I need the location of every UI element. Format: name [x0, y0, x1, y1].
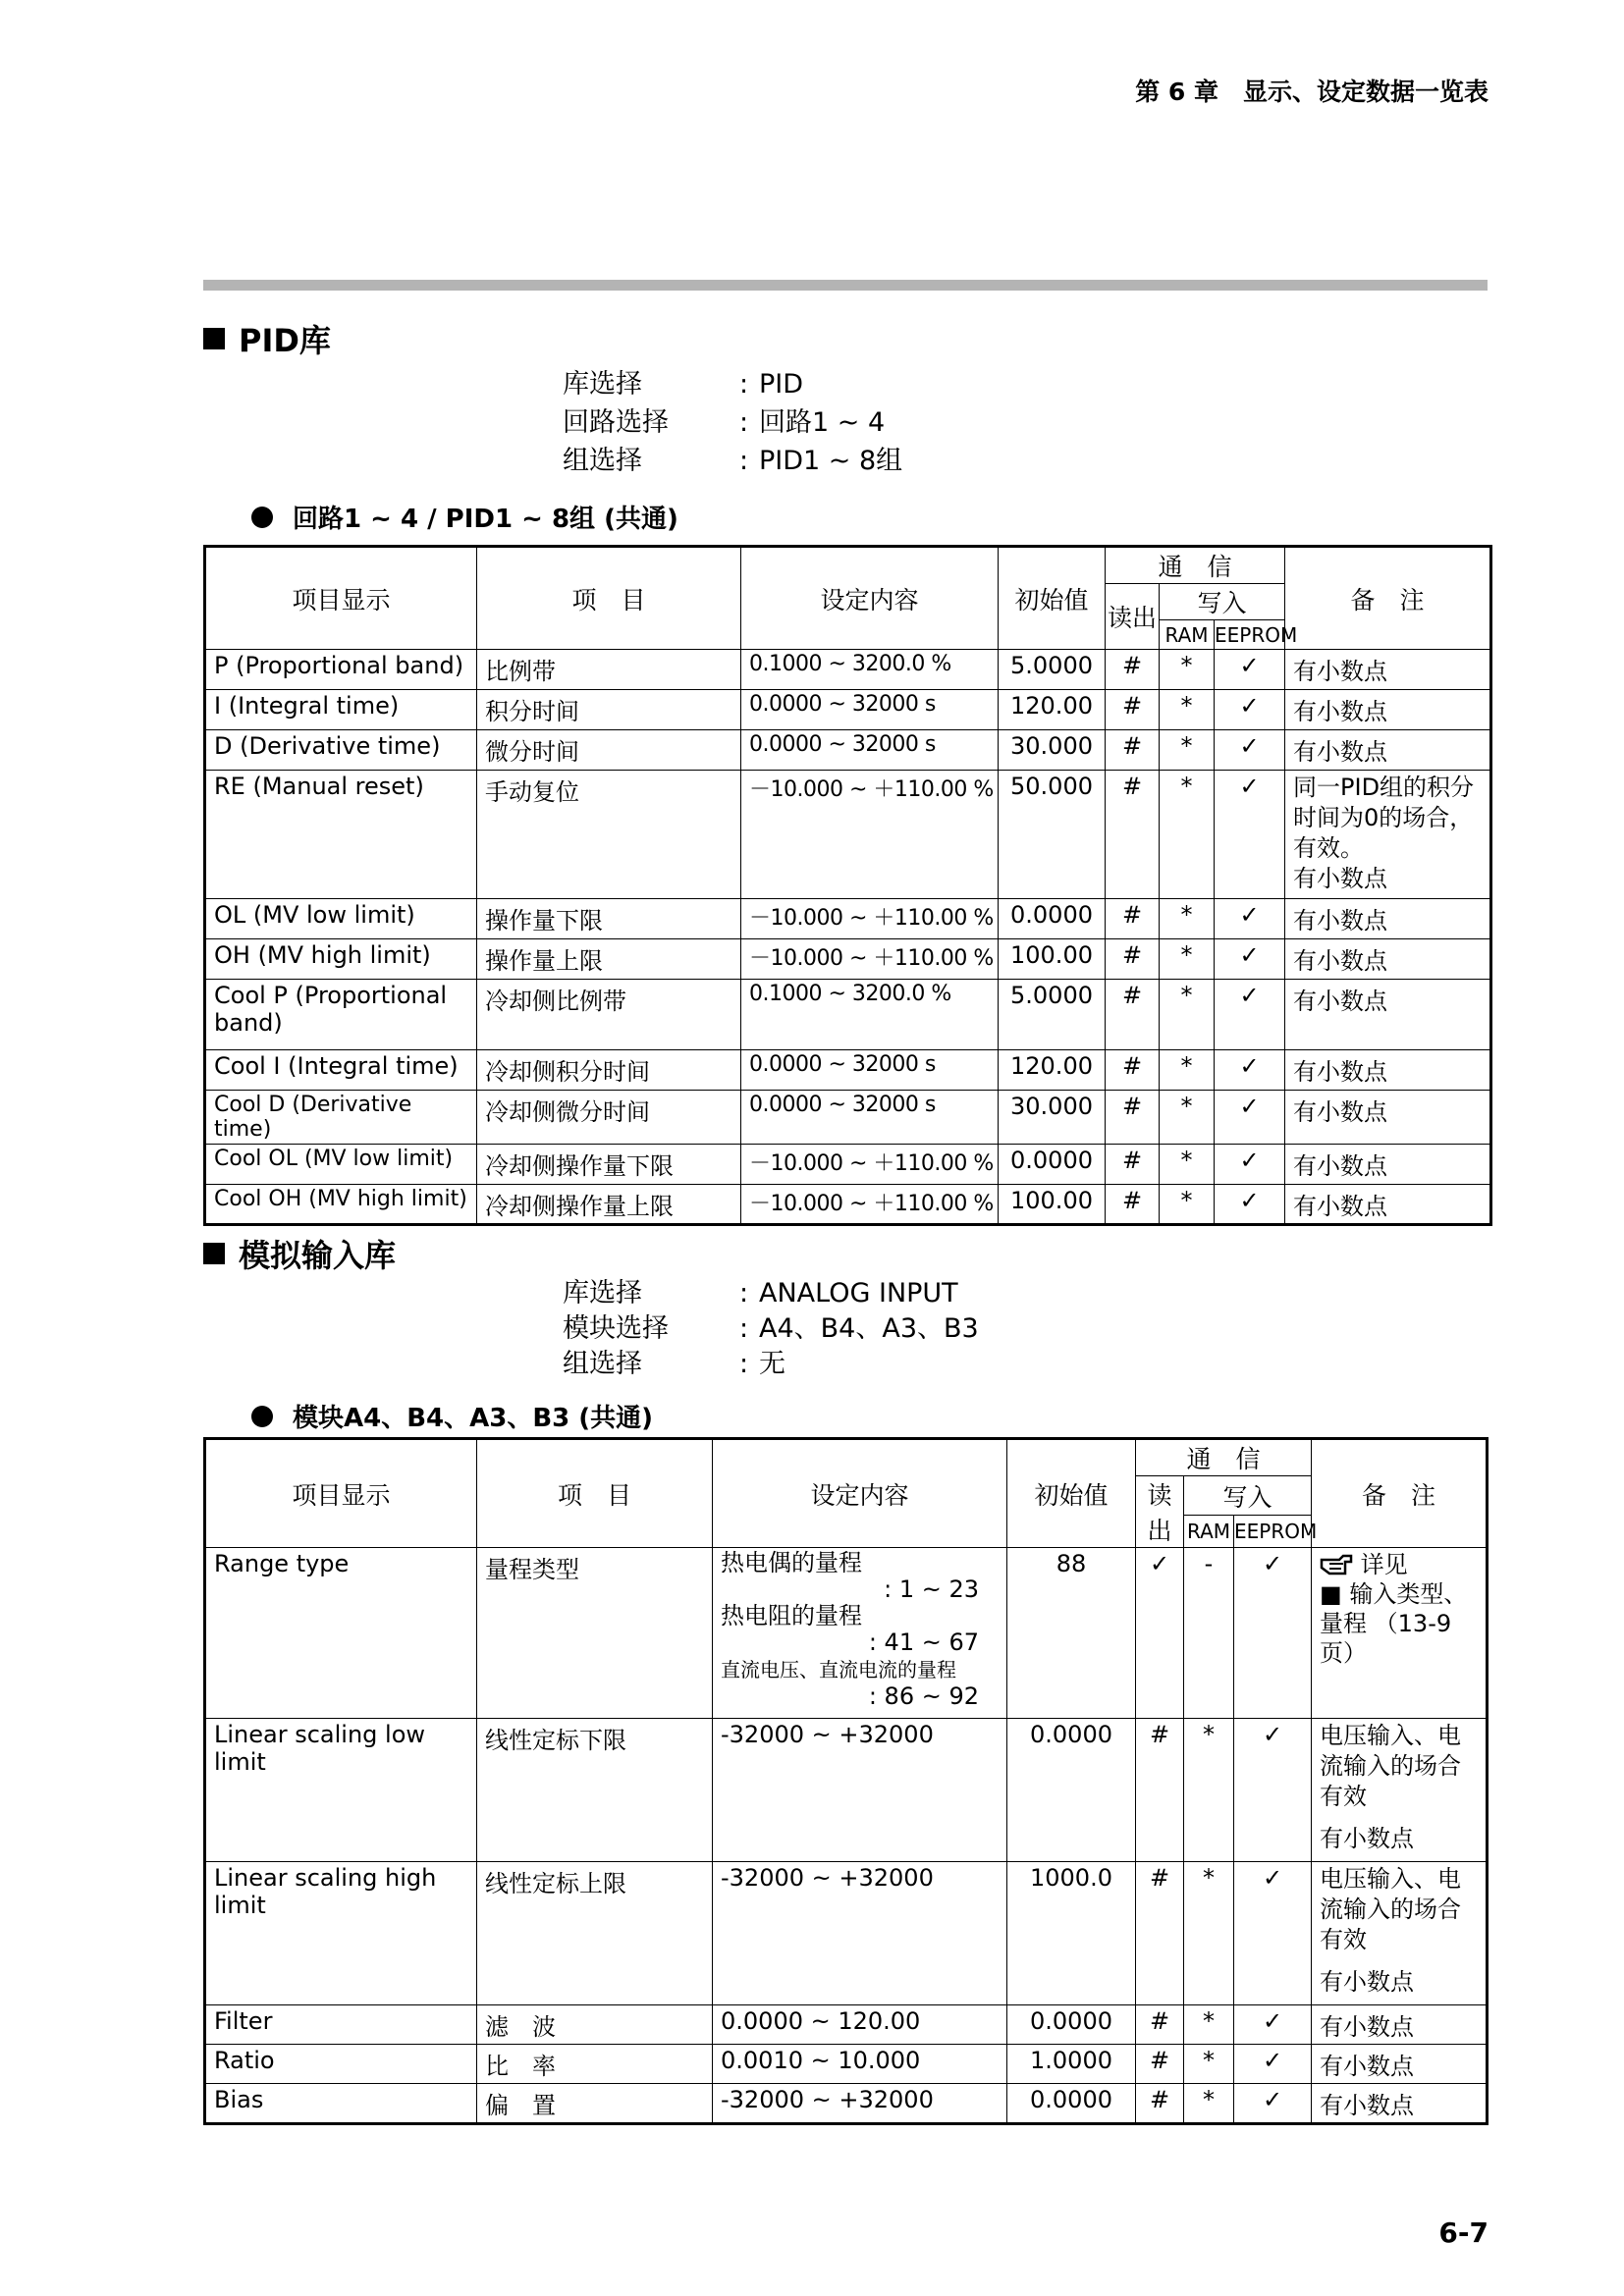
cell-read: # [1136, 2005, 1184, 2045]
param-value: PID1 ~ 8组 [759, 446, 903, 476]
param-key: 组选择 [563, 446, 642, 476]
cell-initial: 30.000 [999, 1091, 1106, 1145]
cell-item: 积分时间 [477, 690, 741, 730]
cell-initial: 0.0000 [999, 1145, 1106, 1185]
cell-setting: －10.000 ~ ＋110.00 % [741, 771, 999, 899]
cell-initial: 88 [1007, 1548, 1136, 1719]
cell-note: 有小数点 [1285, 1185, 1491, 1225]
cell-ram: * [1184, 1862, 1234, 2005]
table-row [205, 730, 1491, 771]
cell-initial: 50.000 [999, 771, 1106, 899]
cell-display: Cool OL (MV low limit) [205, 1145, 477, 1185]
cell-read: # [1106, 1185, 1160, 1225]
col-item: 项 目 [477, 547, 741, 650]
cell-note: 有小数点 [1285, 1091, 1491, 1145]
analog-table [203, 1437, 1489, 2125]
cell-eeprom: ✓ [1234, 1862, 1312, 2005]
note-text: 电压输入、电流输入的场合有效 [1320, 1865, 1462, 1953]
cell-read: # [1106, 771, 1160, 899]
cell-item: 比例带 [477, 650, 741, 690]
cell-initial: 100.00 [999, 1185, 1106, 1225]
col-comm: 通 信 [1136, 1439, 1312, 1476]
cell-display: RE (Manual reset) [205, 771, 477, 899]
table-row [205, 2045, 1488, 2084]
cell-ram: * [1160, 650, 1215, 690]
cell-initial: 5.0000 [999, 980, 1106, 1050]
cell-setting [713, 1548, 1007, 1719]
analog-title-text: 模拟输入库 [239, 1237, 397, 1274]
table-row [205, 1145, 1491, 1185]
cell-initial: 30.000 [999, 730, 1106, 771]
cell-setting: －10.000 ~ ＋110.00 % [741, 939, 999, 980]
cell-eeprom: ✓ [1215, 730, 1285, 771]
note-text: 电压输入、电流输入的场合有效 [1320, 1722, 1462, 1810]
cell-initial: 1.0000 [1007, 2045, 1136, 2084]
cell-item: 滤 波 [477, 2005, 713, 2045]
cell-initial: 5.0000 [999, 650, 1106, 690]
cell-note: 同一PID组的积分时间为0的场合，有效。 有小数点 [1285, 771, 1491, 899]
cell-ram: * [1184, 2084, 1234, 2124]
cell-note: 有小数点 [1312, 2084, 1488, 2124]
cell-display: Filter [205, 2005, 477, 2045]
analog-section-title [203, 1231, 396, 1276]
cell-read: # [1136, 1862, 1184, 2005]
table-row [205, 939, 1491, 980]
cell-eeprom: ✓ [1215, 650, 1285, 690]
table-header-row [205, 1439, 1488, 1476]
table-row [205, 1091, 1491, 1145]
cell-note [1312, 1862, 1488, 2005]
cell-display: Bias [205, 2084, 477, 2124]
table-row [205, 650, 1491, 690]
col-ram: RAM [1184, 1516, 1234, 1548]
cell-ram: * [1160, 1145, 1215, 1185]
param-value: ANALOG INPUT [759, 1278, 958, 1308]
chapter-header: 第 6 章 显示、设定数据一览表 [1135, 78, 1489, 106]
param-value: 回路1 ~ 4 [759, 407, 886, 438]
cell-display: Cool P (Proportional band) [205, 980, 477, 1050]
cell-note: 有小数点 [1285, 899, 1491, 939]
cell-note: 有小数点 [1312, 2005, 1488, 2045]
cell-setting: -32000 ~ +32000 [713, 1862, 1007, 2005]
cell-item: 冷却侧操作量下限 [477, 1145, 741, 1185]
cell-display: I (Integral time) [205, 690, 477, 730]
cell-item: 冷却侧比例带 [477, 980, 741, 1050]
cell-eeprom: ✓ [1215, 939, 1285, 980]
cell-item: 线性定标上限 [477, 1862, 713, 2005]
cell-setting: 0.0000 ~ 120.00 [713, 2005, 1007, 2045]
cell-note: 有小数点 [1285, 650, 1491, 690]
square-bullet-icon [203, 328, 225, 349]
cell-ram: * [1160, 939, 1215, 980]
range-dc-value: : 86 ~ 92 [868, 1682, 979, 1710]
cell-eeprom: ✓ [1215, 1091, 1285, 1145]
param-key: 模块选择 [563, 1313, 669, 1344]
cell-display: Cool D (Derivative time) [205, 1091, 477, 1145]
cell-initial: 1000.0 [1007, 1862, 1136, 2005]
analog-params: 库选择 : ANALOG INPUT 模块选择 : A4、B4、A3、B3 组选择 : 无 [563, 1276, 979, 1382]
col-initial: 初始值 [999, 547, 1106, 650]
cell-display: Cool OH (MV high limit) [205, 1185, 477, 1225]
range-dc-label: 直流电压、直流电流的量程 [721, 1658, 956, 1682]
cell-setting: 0.1000 ~ 3200.0 % [741, 980, 999, 1050]
cell-display: Cool I (Integral time) [205, 1050, 477, 1091]
cell-note [1312, 1719, 1488, 1862]
cell-setting: 0.0000 ~ 32000 s [741, 690, 999, 730]
cell-note: 有小数点 [1285, 1145, 1491, 1185]
cell-ram: * [1160, 1185, 1215, 1225]
col-eeprom: EEPROM [1215, 620, 1285, 650]
cell-item: 微分时间 [477, 730, 741, 771]
cell-read: # [1106, 899, 1160, 939]
cell-initial: 0.0000 [1007, 2005, 1136, 2045]
table-row [205, 771, 1491, 899]
table-row [205, 1719, 1488, 1862]
param-key: 库选择 [563, 369, 642, 400]
table-row [205, 690, 1491, 730]
pid-params: 库选择 : PID 回路选择 : 回路1 ~ 4 组选择 : PID1 ~ 8组 [563, 365, 902, 480]
cell-item: 操作量上限 [477, 939, 741, 980]
range-tc-label: 热电偶的量程 [721, 1549, 862, 1576]
cell-eeprom: ✓ [1215, 899, 1285, 939]
table-row [205, 1548, 1488, 1719]
table-row [205, 1862, 1488, 2005]
pid-subtitle [251, 499, 678, 535]
cell-display: P (Proportional band) [205, 650, 477, 690]
range-rtd-label: 热电阻的量程 [721, 1602, 862, 1629]
table-row [205, 980, 1491, 1050]
cell-setting: 0.0000 ~ 32000 s [741, 1091, 999, 1145]
col-display: 项目显示 [205, 1439, 477, 1548]
cell-setting: 0.0000 ~ 32000 s [741, 1050, 999, 1091]
cell-ram: * [1160, 771, 1215, 899]
note-decimal: 有小数点 [1320, 1968, 1415, 1996]
page-number: 6-7 [1438, 2216, 1489, 2249]
cell-note: 有小数点 [1285, 939, 1491, 980]
col-note: 备 注 [1285, 547, 1491, 650]
cell-read: # [1106, 939, 1160, 980]
cell-read: # [1106, 980, 1160, 1050]
table-row [205, 2005, 1488, 2045]
cell-item: 手动复位 [477, 771, 741, 899]
round-bullet-icon [251, 1406, 273, 1427]
col-write: 写入 [1160, 584, 1285, 620]
col-read: 读出 [1106, 584, 1160, 650]
cell-eeprom: ✓ [1215, 1050, 1285, 1091]
cell-note: 有小数点 [1312, 2045, 1488, 2084]
param-key: 回路选择 [563, 407, 669, 438]
square-bullet-icon [203, 1243, 225, 1264]
cell-ram: * [1160, 690, 1215, 730]
cell-item: 冷却侧操作量上限 [477, 1185, 741, 1225]
cell-ram: * [1184, 1719, 1234, 1862]
col-note: 备 注 [1312, 1439, 1488, 1548]
cell-initial: 0.0000 [1007, 2084, 1136, 2124]
cell-item: 冷却侧积分时间 [477, 1050, 741, 1091]
cell-setting: －10.000 ~ ＋110.00 % [741, 1145, 999, 1185]
cell-display: D (Derivative time) [205, 730, 477, 771]
cell-eeprom: ✓ [1215, 771, 1285, 899]
cell-item: 偏 置 [477, 2084, 713, 2124]
cell-eeprom: ✓ [1234, 2045, 1312, 2084]
cell-read: # [1106, 730, 1160, 771]
cell-display: Linear scaling high limit [205, 1862, 477, 2005]
cell-setting: -32000 ~ +32000 [713, 2084, 1007, 2124]
cell-initial: 120.00 [999, 1050, 1106, 1091]
note-decimal: 有小数点 [1320, 1825, 1415, 1852]
cell-item: 比 率 [477, 2045, 713, 2084]
cell-note: 有小数点 [1285, 980, 1491, 1050]
cell-setting: 0.1000 ~ 3200.0 % [741, 650, 999, 690]
range-rtd-value: : 41 ~ 67 [868, 1629, 979, 1656]
cell-read: # [1136, 2045, 1184, 2084]
cell-display: Linear scaling low limit [205, 1719, 477, 1862]
cell-setting: 0.0000 ~ 32000 s [741, 730, 999, 771]
cell-read: # [1106, 1050, 1160, 1091]
pid-table [203, 545, 1492, 1226]
col-item: 项 目 [477, 1439, 713, 1548]
col-setting: 设定内容 [713, 1439, 1007, 1548]
col-write: 写入 [1184, 1476, 1312, 1516]
cell-initial: 120.00 [999, 690, 1106, 730]
cell-note: 有小数点 [1285, 690, 1491, 730]
cell-ram: * [1184, 2005, 1234, 2045]
cell-display: OL (MV low limit) [205, 899, 477, 939]
cell-ram: * [1160, 980, 1215, 1050]
cell-eeprom: ✓ [1234, 2084, 1312, 2124]
col-initial: 初始值 [1007, 1439, 1136, 1548]
cell-setting: 0.0010 ~ 10.000 [713, 2045, 1007, 2084]
cell-ram: * [1160, 1091, 1215, 1145]
cell-read: # [1106, 1145, 1160, 1185]
col-ram: RAM [1160, 620, 1215, 650]
param-value: A4、B4、A3、B3 [759, 1313, 979, 1344]
cell-ram: * [1160, 730, 1215, 771]
range-tc-value: : 1 ~ 23 [884, 1575, 979, 1603]
cell-ram: - [1184, 1548, 1234, 1719]
param-value: PID [759, 369, 804, 400]
cell-read: # [1106, 690, 1160, 730]
cell-setting: －10.000 ~ ＋110.00 % [741, 1185, 999, 1225]
col-read: 读出 [1136, 1476, 1184, 1548]
cell-initial: 0.0000 [999, 899, 1106, 939]
param-key: 库选择 [563, 1278, 642, 1308]
table-row [205, 2084, 1488, 2124]
round-bullet-icon [251, 507, 273, 528]
table-row [205, 899, 1491, 939]
cell-note: 有小数点 [1285, 1050, 1491, 1091]
pid-subtitle-text: 回路1 ~ 4 / PID1 ~ 8组 (共通) [293, 505, 678, 534]
cell-item: 操作量下限 [477, 899, 741, 939]
cell-item: 线性定标下限 [477, 1719, 713, 1862]
cell-display: Ratio [205, 2045, 477, 2084]
cell-eeprom: ✓ [1215, 1145, 1285, 1185]
see-also-label: 详见 [1360, 1551, 1408, 1578]
cell-initial: 100.00 [999, 939, 1106, 980]
cell-read: # [1136, 2084, 1184, 2124]
table-header-row [205, 547, 1491, 584]
param-key: 组选择 [563, 1349, 642, 1379]
cell-eeprom: ✓ [1215, 690, 1285, 730]
pid-title-text: PID库 [239, 322, 331, 359]
col-comm: 通 信 [1106, 547, 1285, 584]
cell-read: ✓ [1136, 1548, 1184, 1719]
cell-eeprom: ✓ [1234, 1548, 1312, 1719]
cell-read: # [1136, 1719, 1184, 1862]
cell-setting: -32000 ~ +32000 [713, 1719, 1007, 1862]
cell-eeprom: ✓ [1215, 1185, 1285, 1225]
cell-read: # [1106, 1091, 1160, 1145]
see-also-ref: ■ 输入类型、量程 （13-9 页） [1320, 1580, 1468, 1667]
analog-subtitle [251, 1398, 653, 1434]
table-row [205, 1050, 1491, 1091]
cell-eeprom: ✓ [1234, 1719, 1312, 1862]
pointing-hand-icon [1320, 1551, 1361, 1578]
col-eeprom: EEPROM [1234, 1516, 1312, 1548]
table-row [205, 1185, 1491, 1225]
param-value: 无 [759, 1349, 785, 1379]
cell-eeprom: ✓ [1234, 2005, 1312, 2045]
section-divider [203, 280, 1488, 291]
cell-ram: * [1184, 2045, 1234, 2084]
cell-setting: －10.000 ~ ＋110.00 % [741, 899, 999, 939]
analog-subtitle-text: 模块A4、B4、A3、B3 (共通) [293, 1404, 654, 1433]
cell-display: OH (MV high limit) [205, 939, 477, 980]
cell-display: Range type [205, 1548, 477, 1719]
cell-initial: 0.0000 [1007, 1719, 1136, 1862]
cell-note [1312, 1548, 1488, 1719]
col-display: 项目显示 [205, 547, 477, 650]
cell-ram: * [1160, 1050, 1215, 1091]
cell-item: 量程类型 [477, 1548, 713, 1719]
cell-note: 有小数点 [1285, 730, 1491, 771]
cell-eeprom: ✓ [1215, 980, 1285, 1050]
col-setting: 设定内容 [741, 547, 999, 650]
cell-read: # [1106, 650, 1160, 690]
pid-section-title [203, 316, 331, 361]
cell-ram: * [1160, 899, 1215, 939]
cell-item: 冷却侧微分时间 [477, 1091, 741, 1145]
